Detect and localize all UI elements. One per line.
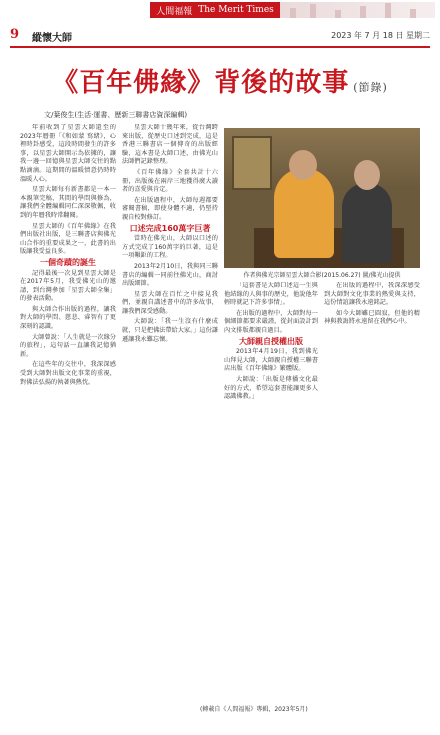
- paragraph: 2013年2月10日，我與同三聯書店的編輯一同前往佛光山，商討出版細節。: [122, 262, 218, 288]
- article-column-2: [122, 124, 218, 714]
- paragraph: 星雲大師每有新書都是一本一本親筆完稿，其間的學問與修為，讓我們全體編輯同仁深深敬佩，收到的年曆我時常翻閱。: [20, 186, 116, 219]
- paragraph: 如今大師雖已圓寂，但他的精神與教誨將永遠留在我們心中。: [324, 309, 420, 326]
- paragraph: 與大師合作出版的過程，讓我對大師的學問、慈悲、睿智有了更深刻的認識。: [20, 305, 116, 331]
- paragraph: 當時在佛光山，大師以口述的方式完成了160萬字的巨著，這是一項艱鉅的工程。: [122, 235, 218, 260]
- article-column-4: [324, 282, 420, 702]
- masthead-cn-title: 人間福報: [156, 6, 193, 17]
- footer-note: (轉載自《人間福報》專輯，2023年5月): [200, 706, 308, 713]
- masthead-banner: [150, 2, 280, 18]
- paragraph: 星雲大師的《百年佛緣》在我們出版社出版，是三聯書店與佛光山合作的重要成果之一，此書的出版讓我受益良多。: [20, 222, 116, 256]
- masthead-skyline-decoration: [280, 2, 435, 18]
- paragraph: 《百年佛緣》全套共計十六冊，出版後在兩岸三地獲得廣大讀者的喜愛與肯定。: [122, 168, 218, 194]
- article-title-text: 《百年佛緣》背後的故事: [52, 68, 350, 98]
- column-name: 縱懷大師: [32, 33, 72, 44]
- paragraph: 大師說：「出版是傳播文化最好的方式，希望這套書能讓更多人認識佛教。」: [224, 375, 318, 401]
- paragraph: 大師說：「我一生沒有什麼成就，只是把佛法帶給大家。」這份謙遜讓我永難忘懷。: [122, 318, 218, 343]
- section-subhead: 大師親自授權出版: [239, 336, 303, 346]
- article-title-suffix: (節錄): [353, 81, 388, 94]
- paragraph: 「這套書是大師口述這一生與他結緣的人與事的歷史，他說他年輕時就記下許多事情」。: [224, 282, 318, 307]
- paragraph: 在出版的過程中，大師對每一個細節都要求嚴謹，從封面設計到內文排版都親自過目。: [224, 309, 318, 334]
- paragraph: 年前收到了星雲大師還至的2023年曆冊「《和如蒙 寫緒》，心裡時卦感受，這段時間發生的許多事，以星雲大師開示為依據的，讓我一邊一回憶與星雲大師交往的點點滴滴。這期間的溫暖情意仍時時溫暖人心。: [20, 124, 116, 183]
- paragraph: 在出版的過程中，我深深感受到大師對文化事業的熱愛與支持，這份情誼讓我永遠銘記。: [324, 282, 420, 307]
- photo-caption: 作者與佛光宗師星雲大師合影(2015.06.27) 圖/佛光山提供: [243, 272, 401, 279]
- article-column-3: [224, 282, 318, 702]
- article-photo: [224, 128, 420, 268]
- section-subhead: 口述完成160萬字巨著: [129, 223, 211, 233]
- page-number: 9: [10, 27, 20, 42]
- paragraph: 大師曾說：「人生就是一次緣分的旅程」，這句話一直讓我記憶猶新。: [20, 333, 116, 358]
- paragraph: 星雲大師十幾年來，從台灣跨來出版，從歷史口述到完成，這是香港三聯書店一個傳奇的出版經驗，這本書是大師口述，由佛光山法師們記錄整理。: [122, 124, 218, 166]
- masthead-en-title: The Merit Times: [198, 5, 274, 15]
- page-header-bar: [10, 26, 430, 48]
- article-title: [0, 62, 440, 99]
- article-column-1: [20, 124, 116, 714]
- issue-date: 2023 年 7 月 18 日 星期二: [331, 31, 430, 40]
- paragraph: 2013年4月19日，我到佛光山拜見大師，大師親自授權三聯書店出版《百年佛緣》繁體版。: [224, 348, 318, 373]
- paragraph: 在出版過程中，大師每週都要審閱書稿，即使身體不適，仍堅持親自校對修訂。: [122, 196, 218, 221]
- paragraph: 在這些年的交往中，我深深感受到大師對出版文化事業的重視，對佛法弘揚的執著與熱忱。: [20, 361, 116, 386]
- section-subhead: 一個奇蹟的誕生: [40, 257, 96, 267]
- article-byline: 文/葉俊生(生活‧運書、歷新三聯書店資深編輯): [44, 111, 188, 119]
- paragraph: 星雲大師在百忙之中接見我們，並親自講述書中的許多故事，讓我們深受感動。: [122, 290, 218, 315]
- masthead: [0, 0, 440, 26]
- paragraph: 記得最後一次見到星雲大師是在2017年5月，我受佛光山的邀請，到台灣參加「星雲大師全集」的發表活動。: [20, 269, 116, 303]
